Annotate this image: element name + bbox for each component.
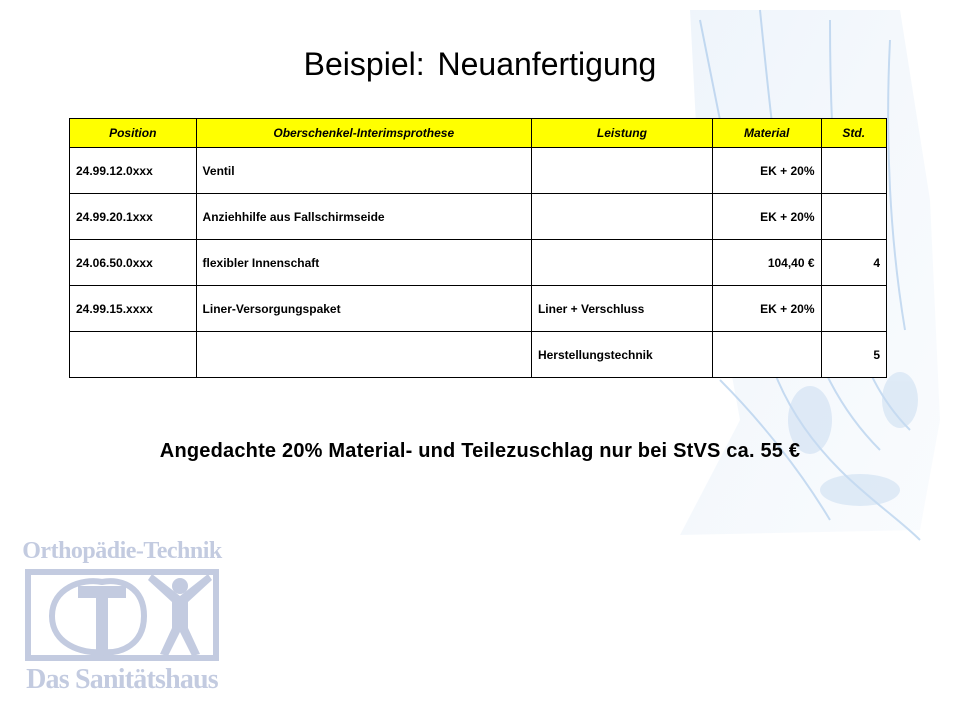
cell-position: 24.06.50.0xxx: [70, 240, 197, 286]
cell-material: 104,40 €: [712, 240, 821, 286]
cell-material: EK + 20%: [712, 148, 821, 194]
cell-position: 24.99.15.xxxx: [70, 286, 197, 332]
cell-description: Ventil: [196, 148, 531, 194]
cell-description: Anziehhilfe aus Fallschirmseide: [196, 194, 531, 240]
cell-material: [712, 332, 821, 378]
table-row: [70, 194, 887, 240]
orthopaedie-technik-logo: [22, 538, 222, 698]
cell-leistung: [531, 194, 712, 240]
surcharge-note: Angedachte 20% Material- und Teilezuschlag nur bei StVS ca. 55 €: [159, 440, 801, 462]
cell-std: [821, 286, 886, 332]
cell-std: 4: [821, 240, 886, 286]
logo-top-text: Orthopädie-Technik: [22, 538, 222, 564]
cell-position: 24.99.12.0xxx: [70, 148, 197, 194]
header-prosthesis: Oberschenkel-Interimsprothese: [196, 119, 531, 148]
logo-bottom-text: Das Sanitätshaus: [26, 664, 218, 695]
cell-description: Liner-Versorgungspaket: [196, 286, 531, 332]
header-material: Material: [712, 119, 821, 148]
cell-material: EK + 20%: [712, 286, 821, 332]
header-leistung: Leistung: [531, 119, 712, 148]
cell-position: [70, 332, 197, 378]
cell-std: [821, 148, 886, 194]
table-row: [70, 332, 887, 378]
cell-description: flexibler Innenschaft: [196, 240, 531, 286]
header-std: Std.: [821, 119, 886, 148]
table-row: [70, 148, 887, 194]
cell-description: [196, 332, 531, 378]
cell-std: 5: [821, 332, 886, 378]
cell-position: 24.99.20.1xxx: [70, 194, 197, 240]
page-title: Beispiel: Neuanfertigung: [303, 46, 657, 82]
position-table: [69, 118, 887, 378]
cell-leistung: [531, 240, 712, 286]
cell-leistung: [531, 148, 712, 194]
cell-std: [821, 194, 886, 240]
logo-figure-icon: [22, 568, 222, 664]
cell-leistung: Herstellungstechnik: [531, 332, 712, 378]
table-row: [70, 286, 887, 332]
table-header-row: [70, 119, 887, 148]
cell-leistung: Liner + Verschluss: [531, 286, 712, 332]
cell-material: EK + 20%: [712, 194, 821, 240]
table-row: [70, 240, 887, 286]
header-position: Position: [70, 119, 197, 148]
